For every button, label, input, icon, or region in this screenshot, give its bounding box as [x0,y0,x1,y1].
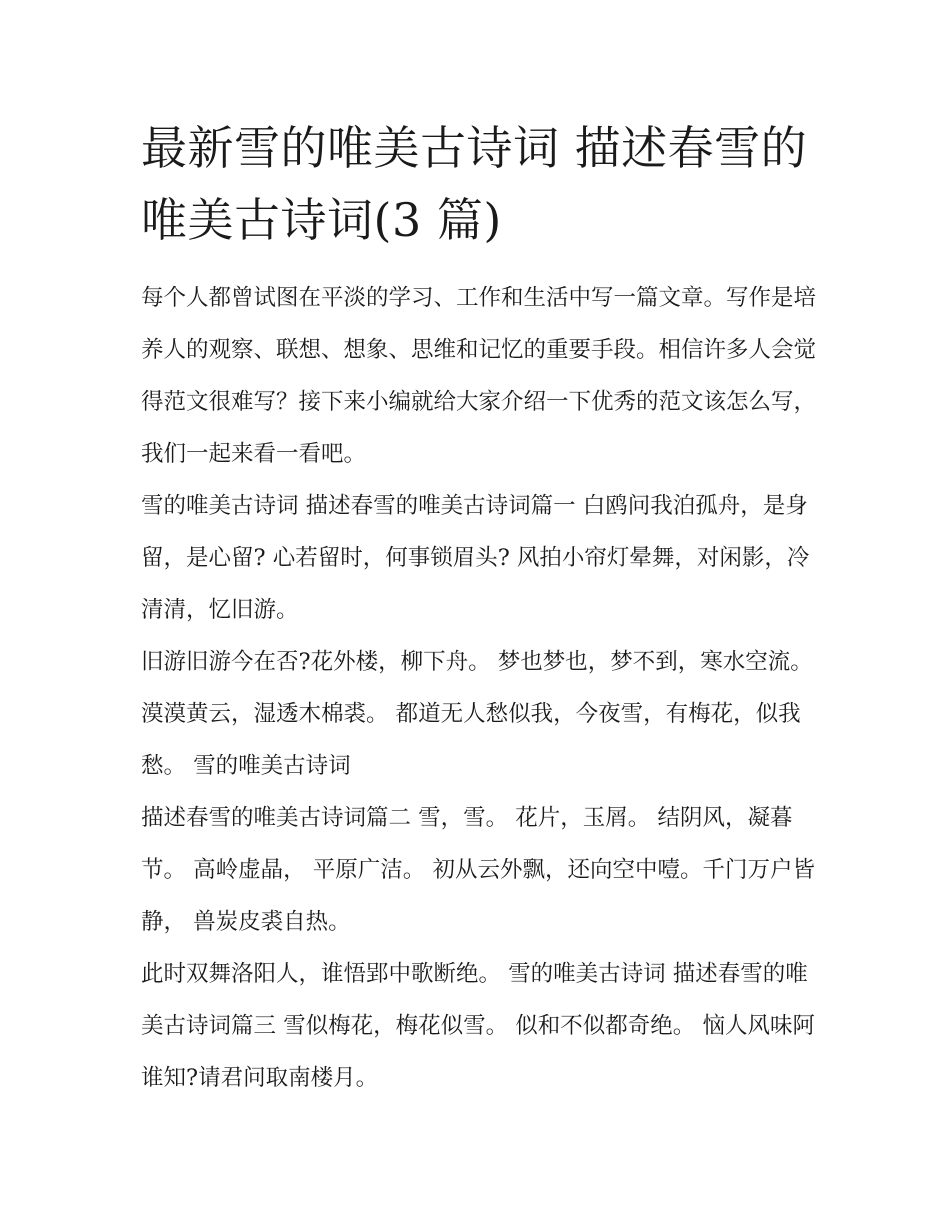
paragraph-poem-2: 描述春雪的唯美古诗词篇二 雪，雪。 花片，玉屑。 结阴风，凝暮节。 高岭虚晶， 平原广洁。 初从云外飘，还向空中噎。千门万户皆静， 兽炭皮裘自热。 [141,805,815,935]
paragraph-intro: 每个人都曾试图在平淡的学习、工作和生活中写一篇文章。写作是培养人的观察、联想、想象、思维和记忆的重要手段。相信许多人会觉得范文很难写？接下来小编就给大家介绍一下优秀的范文该怎么写，我们一起来看一看吧。 [141,285,817,467]
paragraph-poem-1-cont: 旧游旧游今在否?花外楼，柳下舟。 梦也梦也，梦不到，寒水空流。 漠漠黄云，湿透木棉裘。 都道无人愁似我，今夜雪，有梅花，似我愁。 雪的唯美古诗词 [141,649,813,779]
paragraph-poem-1: 雪的唯美古诗词 描述春雪的唯美古诗词篇一 白鸥问我泊孤舟，是身留，是心留? 心若留时，何事锁眉头? 风拍小帘灯晕舞，对闲影，冷清清，忆旧游。 [141,493,810,623]
document-title: 最新雪的唯美古诗词 描述春雪的唯美古诗词(3 篇) [141,121,808,247]
document-page [141,112,816,1104]
paragraph-poem-3: 此时双舞洛阳人，谁悟郢中歌断绝。 雪的唯美古诗词 描述春雪的唯美古诗词篇三 雪似梅花，梅花似雪。 似和不似都奇绝。 恼人风味阿谁知?请君问取南楼月。 [141,961,815,1091]
